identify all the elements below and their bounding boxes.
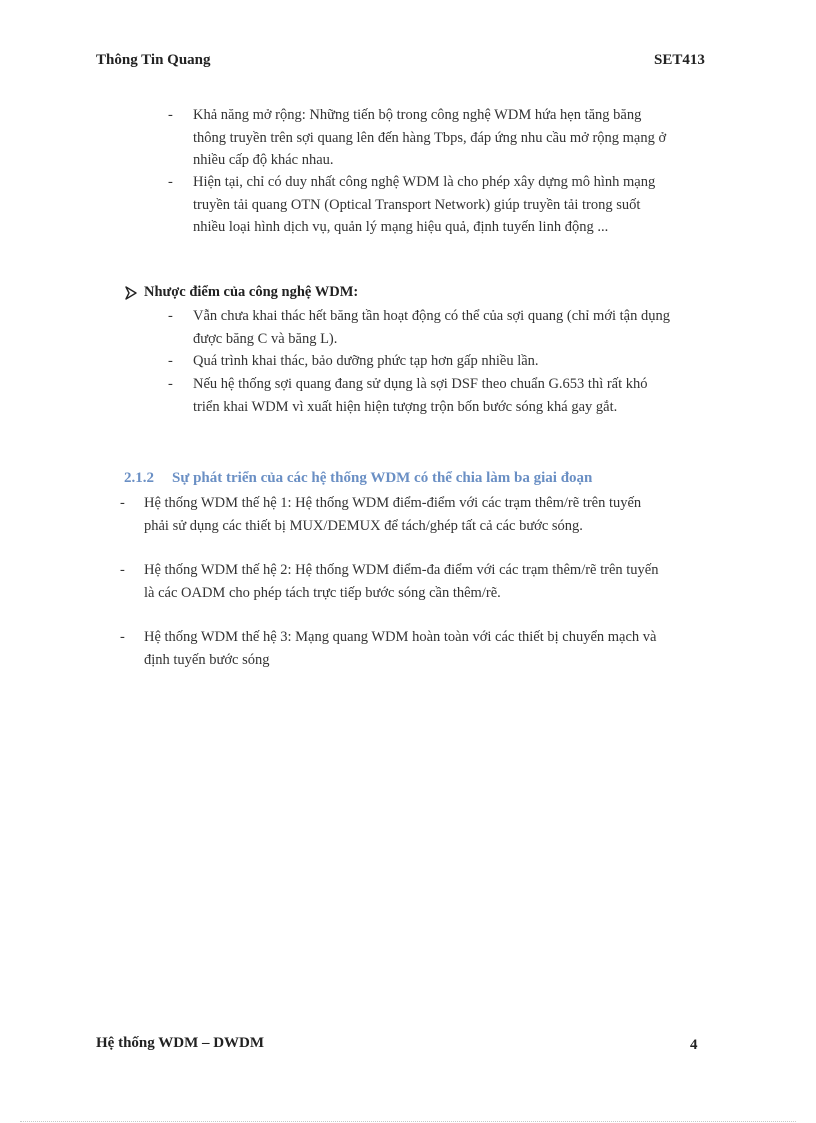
list-item: [144, 559, 716, 604]
list-dash: -: [168, 308, 173, 324]
list-item-line: Hệ thống WDM thế hệ 3: Mạng quang WDM hoàn toàn với các thiết bị chuyển mạch và: [144, 629, 657, 645]
header-title: Thông Tin Quang: [96, 52, 211, 68]
list-item-line: triển khai WDM vì xuất hiện hiện tượng trộn bốn bước sóng khá gay gắt.: [193, 398, 618, 415]
list-item-line: nhiều loại hình dịch vụ, quản lý mạng hiệu quả, định tuyến linh động ...: [193, 219, 609, 235]
list-dash: -: [120, 562, 125, 578]
list-item: [144, 626, 716, 671]
list-item: [193, 373, 716, 418]
list-item-line: Hiện tại, chỉ có duy nhất công nghệ WDM là cho phép xây dựng mô hình mạng: [193, 174, 656, 190]
list-dash: -: [168, 353, 173, 369]
page-bottom-divider: [20, 1121, 796, 1122]
list-dash: -: [120, 495, 125, 511]
list-item-line: phải sử dụng các thiết bị MUX/DEMUX để tách/ghép tất cả các bước sóng.: [144, 517, 583, 534]
disadvantages-heading-text: Nhược điểm của công nghệ WDM:: [144, 284, 359, 300]
list-item-line: Khả năng mở rộng: Những tiến bộ trong công nghệ WDM hứa hẹn tăng băng: [193, 107, 642, 123]
page-number: 4: [690, 1037, 698, 1053]
list-item: [193, 104, 716, 172]
list-item-line: nhiều cấp độ khác nhau.: [193, 152, 334, 168]
list-item-line: truyền tải quang OTN (Optical Transport Network) giúp truyền tải trong suốt: [193, 196, 641, 213]
list-item-line: Hệ thống WDM thế hệ 1: Hệ thống WDM điểm-điểm với các trạm thêm/rẽ trên tuyến: [144, 495, 642, 511]
list-dash: -: [120, 629, 125, 645]
list-item-line: là các OADM cho phép tách trực tiếp bước sóng cần thêm/rẽ.: [144, 584, 501, 601]
list-item-line: Hệ thống WDM thế hệ 2: Hệ thống WDM điểm-đa điểm với các trạm thêm/rẽ trên tuyến: [144, 562, 659, 578]
section-number: 2.1.2: [124, 470, 154, 486]
section-title: Sự phát triển của các hệ thống WDM có thể chia làm ba giai đoạn: [172, 470, 593, 486]
list-item: [193, 171, 716, 239]
header-course-code: SET413: [654, 52, 705, 68]
list-item-line: định tuyến bước sóng: [144, 651, 270, 668]
list-item-line: Nếu hệ thống sợi quang đang sử dụng là sợi DSF theo chuẩn G.653 thì rất khó: [193, 376, 648, 392]
section-heading: [124, 470, 592, 487]
list-item-line: Quá trình khai thác, bảo dưỡng phức tạp hơn gấp nhiều lần.: [193, 353, 539, 369]
footer-title: Hệ thống WDM – DWDM: [96, 1035, 265, 1051]
list-item-line: được băng C và băng L).: [193, 330, 338, 347]
list-item-line: thông truyền trên sợi quang lên đến hàng Tbps, đáp ứng nhu cầu mở rộng mạng ở: [193, 129, 667, 146]
list-dash: -: [168, 107, 173, 123]
list-item-line: Vẫn chưa khai thác hết băng tần hoạt động có thể của sợi quang (chỉ mới tận dụng: [193, 308, 670, 324]
list-dash: -: [168, 174, 173, 190]
arrow-bullet-icon: [124, 286, 138, 300]
list-item: [193, 350, 716, 373]
disadvantages-heading: [124, 284, 358, 301]
list-item: [144, 492, 716, 537]
list-item: [193, 305, 716, 350]
list-dash: -: [168, 376, 173, 392]
